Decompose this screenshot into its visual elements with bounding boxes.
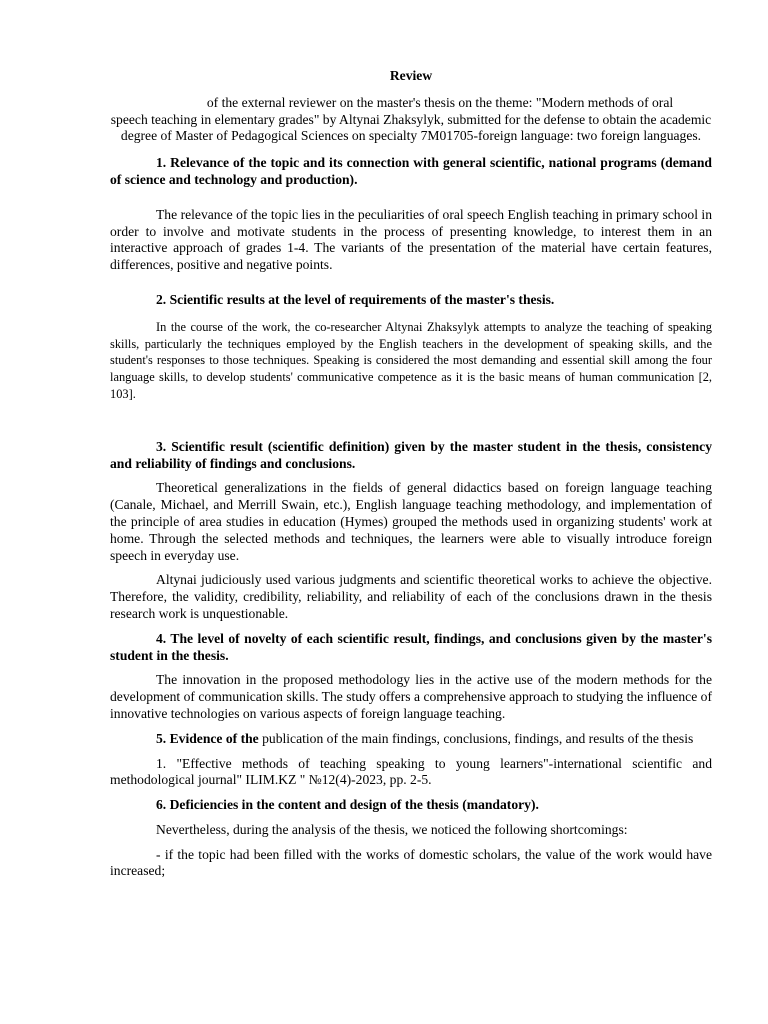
- section-5-heading-bold: 5. Evidence of the: [156, 730, 259, 746]
- section-5-heading-rest: publication of the main findings, conclusions, findings, and results of the thesis: [258, 730, 694, 746]
- section-2-heading: 2. Scientific results at the level of requirements of the master's thesis.: [156, 291, 555, 307]
- document-subtitle: [110, 95, 712, 145]
- section-3-paragraph-2: Altynai judiciously used various judgments and scientific theoretical works to achieve the objective. Therefore, the validity, credibility, reliability, and reliability of each of the conclusions drawn in the thesis research work is unquestionable.: [110, 572, 712, 621]
- section-2-paragraph: In the course of the work, the co-researcher Altynai Zhaksylyk attempts to analyze the teaching of speaking skills, particularly the techniques employed by the English teachers in the development of speaking skills, and the student's responses to those techniques. Speaking is considered the most demanding and essential skill among the four language skills, to develop students' communicative competence as it is the basic means of human communication [2, 103].: [110, 319, 712, 401]
- section-3-paragraph-1: Theoretical generalizations in the fields of general didactics based on foreign language teaching (Canale, Michael, and Merrill Swain, etc.), English language teaching methodology, and implementation of the principle of area studies in education (Hymes) grouped the methods used in organizing students' work at home. Through the selected methods and techniques, the learners were able to visually introduce foreign speech in everyday use.: [110, 480, 712, 563]
- section-3-heading: 3. Scientific result (scientific definition) given by the master student in the thesis, consistency and reliability of findings and conclusions.: [110, 438, 712, 471]
- section-1-heading: 1. Relevance of the topic and its connection with general scientific, national programs (demand of science and technology and production).: [110, 155, 712, 187]
- document-body: [110, 68, 712, 880]
- subtitle-rest: speech teaching in elementary grades" by Altynai Zhaksylyk, submitted for the defense to obtain the academic degree of Master of Pedagogical Sciences on specialty 7M01705-foreign language: two foreign languages.: [110, 111, 712, 144]
- section-4-heading: 4. The level of novelty of each scientific result, findings, and conclusions given by the master's student in the thesis.: [110, 630, 712, 663]
- section-5-heading: [110, 731, 712, 748]
- section-6-paragraph-2: - if the topic had been filled with the works of domestic scholars, the value of the work would have increased;: [110, 846, 712, 879]
- subtitle-line-1: of the external reviewer on the master's thesis on the theme: "Modern methods of oral: [206, 94, 674, 110]
- section-1-paragraph: The relevance of the topic lies in the peculiarities of oral speech English teaching in primary school in order to involve and motivate students in the process of presenting knowledge, to interest them in an interactive approach of grades 1-4. The variants of the presentation of the material have certain features, differences, positive and negative points.: [110, 206, 712, 273]
- section-5-publication: 1. "Effective methods of teaching speaking to young learners"-international scientific and methodological journal" ILIM.KZ " №12(4)-2023, pp. 2-5.: [110, 755, 712, 788]
- document-title: Review: [389, 68, 433, 83]
- section-4-paragraph: The innovation in the proposed methodology lies in the active use of the modern methods for the development of communication skills. The study offers a comprehensive approach to studying the influence of innovative technologies on various aspects of foreign language teaching.: [110, 672, 712, 721]
- section-6-paragraph-1: Nevertheless, during the analysis of the thesis, we noticed the following shortcomings:: [156, 821, 628, 837]
- section-6-heading: 6. Deficiencies in the content and design of the thesis (mandatory).: [156, 797, 539, 813]
